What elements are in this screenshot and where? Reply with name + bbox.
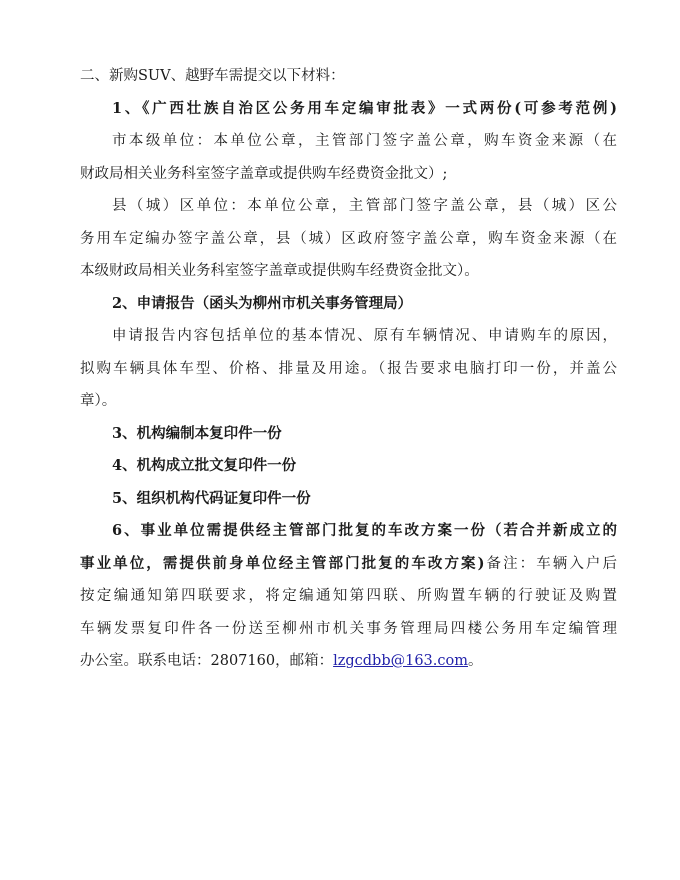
section-heading: 二、新购SUV、越野车需提交以下材料：	[80, 68, 345, 84]
item-6-line-2-bold: 事业单位，需提供前身单位经主管部门批复的车改方案)	[80, 554, 485, 572]
contact-info: 办公室。联系电话：2807160，邮箱：	[80, 653, 334, 669]
item-1-paragraph-2-line-3: 本级财政局相关业务科室签字盖章或提供购车经费资金批文）。	[80, 263, 479, 279]
document-content	[80, 60, 617, 678]
item-3: 3、机构编制本复印件一份	[112, 424, 282, 442]
item-4: 4、机构成立批文复印件一份	[112, 457, 297, 474]
item-1-title: 1、《广西壮族自治区公务用车定编审批表》一式两份(可参考范例)	[112, 99, 617, 117]
item-1-paragraph-2-line-2: 务用车定编办签字盖公章，县（城）区政府签字盖公章，购车资金来源（在	[80, 230, 617, 247]
item-6-line-5	[80, 645, 617, 678]
item-5: 5、组织机构代码证复印件一份	[112, 489, 311, 507]
email-link[interactable]: lzgcdbb@163.com	[333, 653, 468, 669]
item-6-line-2	[80, 548, 617, 581]
item-1-paragraph-1-line-1: 市本级单位：本单位公章，主管部门签字盖公章，购车资金来源（在	[112, 133, 617, 149]
item-2-title: 2、申请报告（函头为柳州市机关事务管理局）	[112, 294, 413, 312]
item-2-line-3: 章）。	[80, 393, 117, 409]
item-2-line-1: 申请报告内容包括单位的基本情况、原有车辆情况、申请购车的原因，	[112, 328, 617, 344]
item-1-paragraph-2-line-1: 县（城）区单位：本单位公章，主管部门签字盖公章，县（城）区公	[112, 198, 617, 214]
item-2-line-2: 拟购车辆具体车型、价格、排量及用途。（报告要求电脑打印一份，并盖公	[80, 360, 617, 377]
item-6-line-4: 车辆发票复印件各一份送至柳州市机关事务管理局四楼公务用车定编管理	[80, 620, 617, 637]
item-6-note-label: 备注：车辆入户后	[484, 555, 618, 572]
item-1-paragraph-1-line-2: 财政局相关业务科室签字盖章或提供购车经费资金批文）;	[80, 165, 448, 182]
item-6-line-1: 6、事业单位需提供经主管部门批复的车改方案一份（若合并新成立的	[112, 522, 617, 539]
contact-info-end: 。	[468, 653, 483, 669]
item-6-line-3: 按定编通知第四联要求，将定编通知第四联、所购置车辆的行驶证及购置	[80, 588, 617, 604]
